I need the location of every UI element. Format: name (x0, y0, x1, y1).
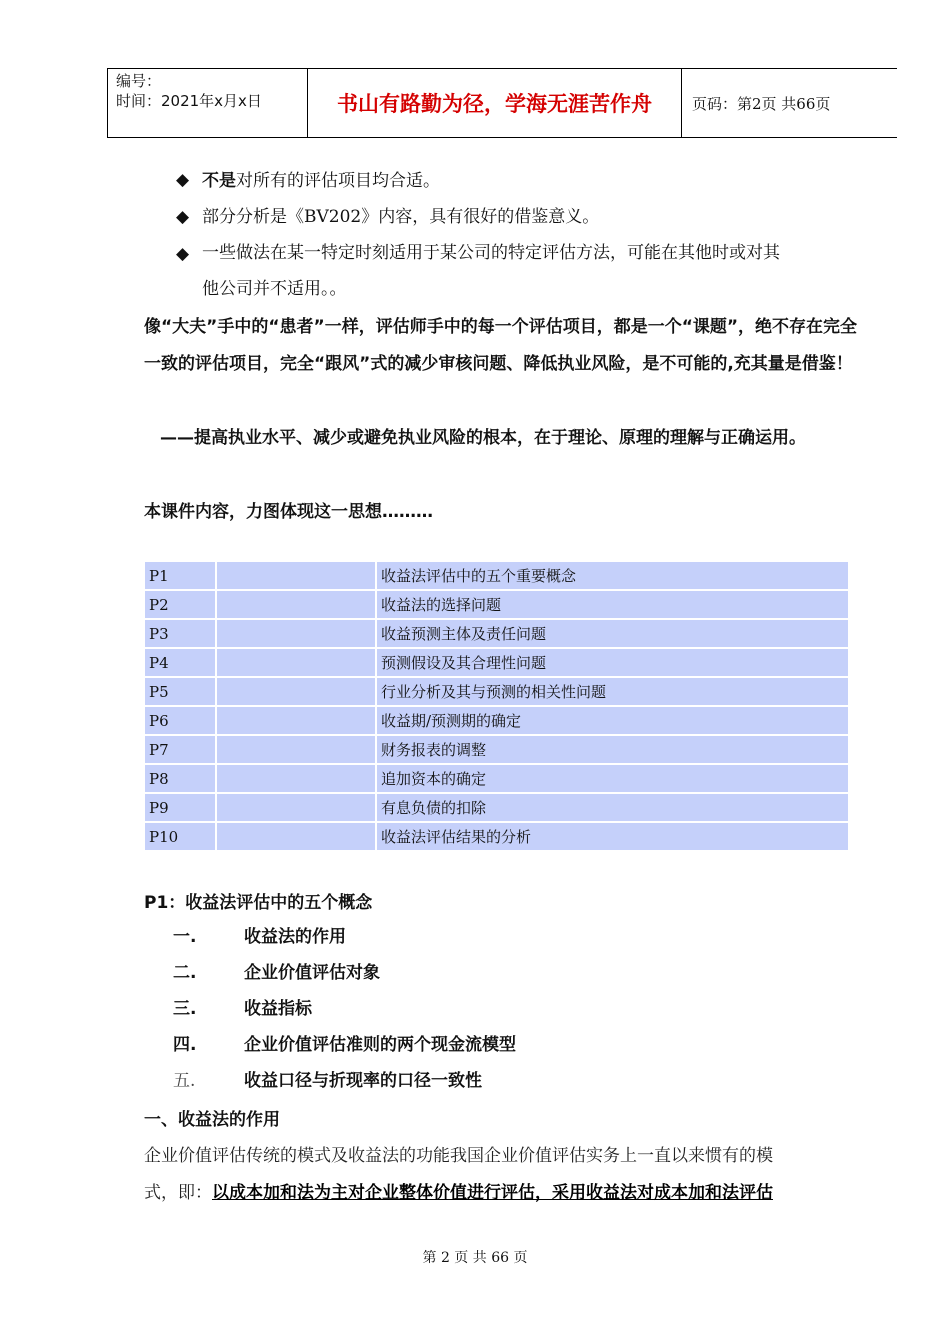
table-row (144, 619, 849, 648)
page-footer: 第 2 页 共 66 页 (422, 1250, 528, 1266)
toc-empty-cell (216, 590, 376, 619)
bullet-line-1: 不是对所有的评估项目均合适。 (202, 171, 440, 191)
toc-title: 收益法评估结果的分析 (376, 822, 849, 851)
list-item-number: 五. (173, 1071, 196, 1091)
toc-empty-cell (216, 793, 376, 822)
toc-empty-cell (216, 619, 376, 648)
table-row (144, 706, 849, 735)
list-item-text: 收益指标 (244, 999, 312, 1019)
bullet-line-2: 部分分析是《BV202》内容，具有很好的借鉴意义。 (202, 207, 600, 227)
toc-title: 追加资本的确定 (376, 764, 849, 793)
table-row (144, 735, 849, 764)
bullet-line-3-cont: 他公司并不适用。。 (202, 279, 347, 299)
toc-code: P4 (144, 648, 216, 677)
list-item-text: 企业价值评估对象 (244, 963, 380, 983)
diamond-bullet-icon: ◆ (176, 244, 190, 264)
toc-code: P10 (144, 822, 216, 851)
toc-code: P6 (144, 706, 216, 735)
body-line-2: 式，即：以成本加和法为主对企业整体价值进行评估，采用收益法对成本加和法评估 (144, 1183, 773, 1203)
toc-code: P1 (144, 561, 216, 590)
toc-code: P9 (144, 793, 216, 822)
toc-code: P2 (144, 590, 216, 619)
paragraph-fundamental: ——提高执业水平、减少或避免执业风险的根本，在于理论、原理的理解与正确运用。 (160, 428, 806, 448)
list-item-text: 收益法的作用 (244, 927, 346, 947)
toc-title: 财务报表的调整 (376, 735, 849, 764)
toc-title: 收益预测主体及责任问题 (376, 619, 849, 648)
list-item-text: 企业价值评估准则的两个现金流模型 (244, 1035, 516, 1055)
toc-title: 行业分析及其与预测的相关性问题 (376, 677, 849, 706)
list-item-number: 一. (173, 927, 197, 947)
toc-empty-cell (216, 706, 376, 735)
toc-empty-cell (216, 764, 376, 793)
toc-title: 收益期/预测期的确定 (376, 706, 849, 735)
table-row (144, 793, 849, 822)
header-meta (107, 69, 307, 137)
subheading: 一、收益法的作用 (144, 1110, 280, 1130)
toc-code: P8 (144, 764, 216, 793)
list-item-number: 四. (173, 1035, 197, 1055)
header-motto: 书山有路勤为径，学海无涯苦作舟 (307, 69, 681, 137)
table-row (144, 677, 849, 706)
paragraph-doctor-analogy: 像“大夫”手中的“患者”一样，评估师手中的每一个评估项目，都是一个“课题”，绝不存在完全一致的评估项目，完全“跟风”式的减少审核问题、降低执业风险，是不可能的,充其量是借鉴！ (144, 317, 858, 374)
toc-code: P3 (144, 619, 216, 648)
table-row (144, 648, 849, 677)
header-page-label: 页码：第2页 共66页 (681, 69, 897, 137)
time-label: 时间：2021年x月x日 (116, 92, 262, 110)
toc-empty-cell (216, 648, 376, 677)
contents-table (143, 560, 850, 852)
toc-title: 收益法的选择问题 (376, 590, 849, 619)
list-item-number: 二. (173, 963, 197, 983)
body-line-1: 企业价值评估传统的模式及收益法的功能我国企业价值评估实务上一直以来惯有的模 (144, 1146, 773, 1166)
toc-title: 收益法评估中的五个重要概念 (376, 561, 849, 590)
toc-empty-cell (216, 822, 376, 851)
toc-empty-cell (216, 677, 376, 706)
diamond-bullet-icon: ◆ (176, 170, 190, 190)
table-row (144, 590, 849, 619)
toc-empty-cell (216, 735, 376, 764)
list-item-text: 收益口径与折现率的口径一致性 (244, 1071, 482, 1091)
toc-title: 预测假设及其合理性问题 (376, 648, 849, 677)
toc-code: P7 (144, 735, 216, 764)
bullet-line-3: 一些做法在某一特定时刻适用于某公司的特定评估方法，可能在其他时或对其 (202, 243, 780, 263)
table-row (144, 764, 849, 793)
number-label: 编号： (116, 72, 162, 90)
table-row (144, 822, 849, 851)
paragraph-courseware: 本课件内容，力图体现这一思想……… (144, 502, 433, 522)
underlined-text: 以成本加和法为主对企业整体价值进行评估，采用收益法对成本加和法评估 (212, 1183, 773, 1203)
table-row (144, 561, 849, 590)
page-header (107, 68, 897, 138)
section-title: P1：收益法评估中的五个概念 (144, 893, 373, 913)
list-item-number: 三. (173, 999, 197, 1019)
diamond-bullet-icon: ◆ (176, 207, 190, 227)
toc-empty-cell (216, 561, 376, 590)
toc-code: P5 (144, 677, 216, 706)
toc-title: 有息负债的扣除 (376, 793, 849, 822)
